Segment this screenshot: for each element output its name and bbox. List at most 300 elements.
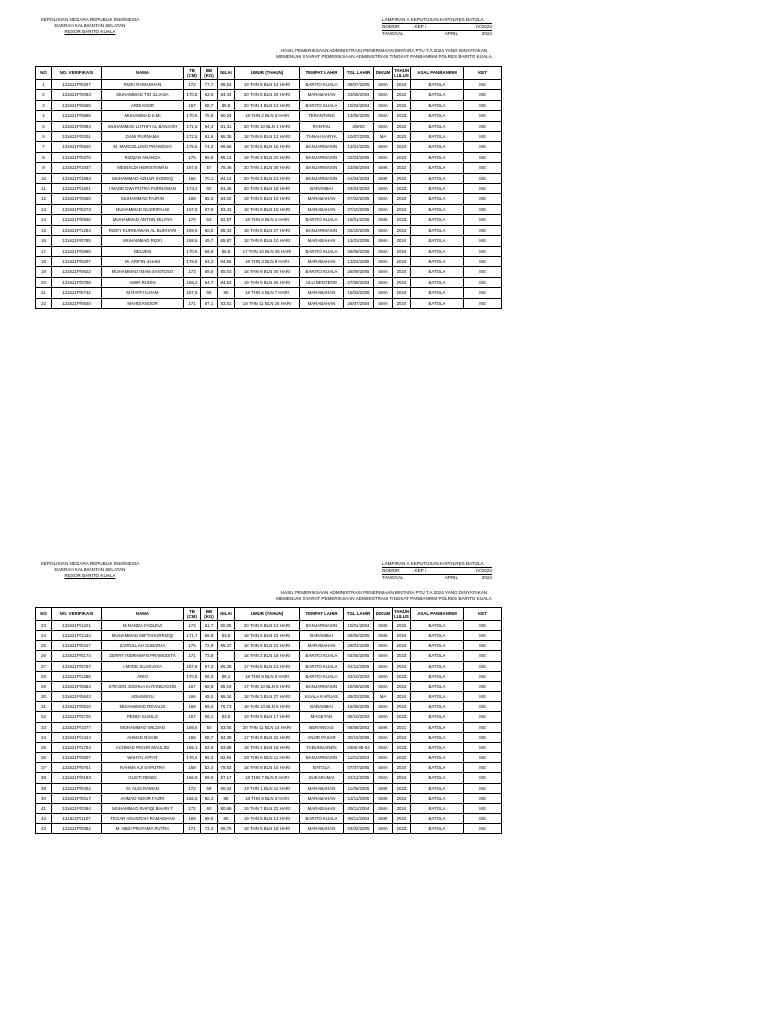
cell-nama: MUHAMMAD MIFTAHURRIZQI — [102, 631, 184, 641]
cell-nilai: 85,87 — [218, 236, 235, 246]
title-line-1: HASIL PEMERIKSAAN ADMINISTRASI PENERIMAAN BINTARA PTU T.A 2024 YANG DINYATAKAN — [280, 48, 488, 53]
cell-dikum: SMK — [374, 783, 393, 793]
table-row — [36, 641, 502, 651]
cell-tgl-lahir: 07/02/2005 — [344, 194, 374, 204]
cell-tahun-lulus: 2024 — [393, 692, 411, 702]
cell-nilai: 85,75 — [218, 824, 235, 834]
cell-asal-panbanrim: BATOLA — [411, 763, 464, 773]
lampiran-header-2 — [382, 561, 492, 582]
cell-tahun-lulus: 2023 — [393, 702, 411, 712]
cell-tahun-lulus: 2024 — [393, 763, 411, 773]
cell-dikum: SMA — [374, 661, 393, 671]
cell-nilai: 86,43 — [218, 225, 235, 235]
org-line-2: DAERAH KALIMANTAN SELATAN — [54, 23, 126, 29]
cell-no: 13 — [36, 204, 52, 214]
cell-bb: 69,8 — [201, 813, 218, 823]
cell-umur: 19 THN 7 BLN 23 HARI — [235, 803, 300, 813]
cell-ket: MS — [464, 111, 502, 121]
cell-dikum: SMA — [374, 298, 393, 308]
cell-bb: 52,9 — [201, 742, 218, 752]
cell-dikum: SMA — [374, 824, 393, 834]
cell-nama: ACHMAD RIDHO MAULIDI — [102, 742, 184, 752]
cell-no: 11 — [36, 184, 52, 194]
cell-verifikasi: 131621P/0910 — [52, 702, 102, 712]
cell-tgl-lahir: 26/07/2004 — [344, 298, 374, 308]
col-asal-panbanrim: ASAL PANBANRIM — [411, 67, 464, 80]
cell-tb: 166 — [184, 173, 201, 183]
cell-ket: MS — [464, 236, 502, 246]
org-header — [37, 17, 143, 36]
cell-ket: MS — [464, 100, 502, 110]
cell-tb: 173 — [184, 621, 201, 631]
table-row — [36, 702, 502, 712]
cell-asal-panbanrim: BATOLA — [411, 100, 464, 110]
cell-tempat-lahir: BANJARMASIN — [300, 753, 344, 763]
cell-ket: MS — [464, 298, 502, 308]
table-row — [36, 692, 502, 702]
cell-asal-panbanrim: BATOLA — [411, 246, 464, 256]
cell-ket: MS — [464, 267, 502, 277]
cell-asal-panbanrim: BATOLA — [411, 712, 464, 722]
cell-tahun-lulus: 2023 — [393, 111, 411, 121]
cell-nilai: 85 — [218, 793, 235, 803]
title-line-1: HASIL PEMERIKSAAN ADMINISTRASI PENERIMAAN BINTARA PTU T.A 2024 YANG DINYATAKAN — [280, 590, 488, 595]
cell-bb: 69,3 — [201, 671, 218, 681]
cell-tempat-lahir: BARITO KUALA — [300, 100, 344, 110]
cell-umur: 18 THN 3 BLN 9 HARI — [235, 256, 300, 266]
cell-no: 17 — [36, 246, 52, 256]
cell-tb: 167,5 — [184, 288, 201, 298]
cell-tgl-lahir: 23/05/2004 — [344, 163, 374, 173]
cell-dikum: SMA — [374, 641, 393, 651]
cell-tempat-lahir: MARABAHAN — [300, 824, 344, 834]
cell-tahun-lulus: 2023 — [393, 152, 411, 162]
cell-verifikasi: 131621P/0384 — [52, 803, 102, 813]
table-row — [36, 763, 502, 773]
nomor-row — [382, 568, 492, 575]
document-title-2 — [0, 590, 768, 602]
cell-nilai: 80,05 — [218, 621, 235, 631]
cell-tahun-lulus: 2024 — [393, 773, 411, 783]
cell-tempat-lahir: BARITO KUALA — [300, 813, 344, 823]
cell-verifikasi: 131621P/0201 — [52, 132, 102, 142]
table-row — [36, 783, 502, 793]
cell-bb: 64,7 — [201, 277, 218, 287]
cell-dikum: SMA — [374, 111, 393, 121]
cell-no: 38 — [36, 773, 52, 783]
cell-tgl-lahir: 07/10/2005 — [344, 204, 374, 214]
cell-asal-panbanrim: BATOLA — [411, 722, 464, 732]
cell-tb: 175,5 — [184, 142, 201, 152]
cell-tb: 166,5 — [184, 773, 201, 783]
cell-tb: 171,7 — [184, 631, 201, 641]
cell-no: 4 — [36, 111, 52, 121]
cell-no: 15 — [36, 225, 52, 235]
cell-ket: MS — [464, 722, 502, 732]
cell-tempat-lahir: BARITO KUALA — [300, 651, 344, 661]
cell-nilai: 84,02 — [218, 194, 235, 204]
cell-asal-panbanrim: BATOLA — [411, 215, 464, 225]
cell-nama: STEVEN JOSHUA KATANDAGHO — [102, 681, 184, 691]
cell-nama: M. ABDI PRATAMA PUTRA — [102, 824, 184, 834]
cell-nilai: 78,46 — [218, 163, 235, 173]
cell-umur: 18 THN 6 BLN 4 HARI — [235, 215, 300, 225]
cell-tempat-lahir: MARABAHAN — [300, 793, 344, 803]
cell-dikum: SMA — [374, 152, 393, 162]
cell-tahun-lulus: 2022 — [393, 621, 411, 631]
cell-ket: MS — [464, 132, 502, 142]
cell-asal-panbanrim: BATOLA — [411, 152, 464, 162]
cell-umur: 19 THN 1 BLN 11 HARI — [235, 783, 300, 793]
cell-dikum: SMA — [374, 267, 393, 277]
cell-tgl-lahir: 16/09/2005 — [344, 702, 374, 712]
cell-nama: WAHYU AFFAT — [102, 753, 184, 763]
cell-nama: MUHAMMAD ANTON MUJIYA — [102, 215, 184, 225]
cell-dikum: SMA — [374, 194, 393, 204]
cell-umur: 18 THN 5 BLN 23 HARI — [235, 631, 300, 641]
cell-tahun-lulus: 2022 — [393, 100, 411, 110]
cell-tb: 171,5 — [184, 121, 201, 131]
cell-nilai: 82,94 — [218, 753, 235, 763]
cell-no: 23 — [36, 621, 52, 631]
cell-umur: 18 THN 6 BLN 10 HARI — [235, 236, 300, 246]
col-asal-panbanrim: ASAL PANBANRIM — [411, 608, 464, 621]
nomor-year: IV/2024 — [476, 24, 492, 30]
table-row — [36, 204, 502, 214]
cell-tahun-lulus: 2024 — [393, 267, 411, 277]
nomor-value: : KEP / — [412, 568, 427, 574]
cell-umur: 19 THN 9 BLN 0 HARI — [235, 671, 300, 681]
cell-dikum: SMA — [374, 256, 393, 266]
cell-nilai: 84,39 — [218, 732, 235, 742]
cell-tb: 167 — [184, 681, 201, 691]
cell-tgl-lahir: 13/05/2005 — [344, 111, 374, 121]
cell-umur: 20 THN 4 BLN 12 HARI — [235, 100, 300, 110]
cell-tempat-lahir: MARABAHAN — [300, 90, 344, 100]
cell-nama: MUHAMMAD RIZKI — [102, 236, 184, 246]
tanggal-value: APRIL — [444, 575, 458, 581]
cell-bb: 70,1 — [201, 173, 218, 183]
cell-tempat-lahir: BANJARMASIN — [300, 681, 344, 691]
cell-nilai: 84,56 — [218, 256, 235, 266]
cell-no: 18 — [36, 256, 52, 266]
cell-nama: MUHAMMAD ILMI — [102, 111, 184, 121]
cell-nama: MUHAMMAD TIO ILLIASA — [102, 90, 184, 100]
cell-tb: 172 — [184, 783, 201, 793]
table-row — [36, 621, 502, 631]
cell-tb: 167 — [184, 712, 201, 722]
table-row — [36, 246, 502, 256]
cell-bb: 65,1 — [201, 712, 218, 722]
cell-tgl-lahir: 22/10/2004 — [344, 671, 374, 681]
table-row — [36, 163, 502, 173]
cell-no: 35 — [36, 742, 52, 752]
cell-verifikasi: 131621P/1254 — [52, 225, 102, 235]
cell-no: 1 — [36, 80, 52, 90]
cell-nama: AHMAD NOOR FAZRI — [102, 793, 184, 803]
cell-tahun-lulus: 2023 — [393, 184, 411, 194]
cell-dikum: SMA — [374, 184, 393, 194]
cell-dikum: SMK — [374, 215, 393, 225]
cell-asal-panbanrim: BATOLA — [411, 194, 464, 204]
cell-no: 28 — [36, 671, 52, 681]
table-row — [36, 681, 502, 691]
cell-tempat-lahir: BANJARMASIN — [300, 152, 344, 162]
cell-umur: 19 THN 2 BLN 3 HARI — [235, 111, 300, 121]
cell-bb: 61,6 — [201, 132, 218, 142]
cell-tgl-lahir: 11/06/2005 — [344, 783, 374, 793]
cell-tgl-lahir: 25/10/2005 — [344, 225, 374, 235]
cell-umur: 17 THN 10 BLN 26 HARI — [235, 246, 300, 256]
cell-tgl-lahir: 11/01/2004 — [344, 753, 374, 763]
cell-tb: 170,5 — [184, 90, 201, 100]
cell-nama: MUHAMMAD NUSRIPALNI — [102, 204, 184, 214]
nomor-year: IV/2024 — [476, 568, 492, 574]
cell-nama: M. ARIFIN ILHAM — [102, 256, 184, 266]
cell-dikum: MA — [374, 132, 393, 142]
cell-dikum: SMA — [374, 732, 393, 742]
cell-no: 27 — [36, 661, 52, 671]
cell-verifikasi: 131621P/0370 — [52, 152, 102, 162]
cell-verifikasi: 131621P/1037 — [52, 163, 102, 173]
cell-umur: 20 THN 10 BLN 1 HARI — [235, 121, 300, 131]
cell-no: 19 — [36, 267, 52, 277]
cell-umur: 20 THN 1 BLN 29 HARI — [235, 163, 300, 173]
cell-tgl-lahir: 26/08/2006 — [344, 246, 374, 256]
cell-ket: MS — [464, 152, 502, 162]
org-header-2 — [37, 561, 143, 580]
cell-nilai: 80,69 — [218, 803, 235, 813]
cell-tempat-lahir: BARITO KUALA — [300, 80, 344, 90]
cell-tempat-lahir: MARABAHAN — [300, 256, 344, 266]
cell-tahun-lulus: 2024 — [393, 793, 411, 803]
tanggal-year: 2024 — [481, 575, 492, 581]
cell-nama: ARDIANOR — [102, 100, 184, 110]
cell-umur: 20 THN 3 BLN 21 HARI — [235, 173, 300, 183]
cell-bb: 50 — [201, 722, 218, 732]
cell-no: 34 — [36, 732, 52, 742]
cell-tb: 170,5 — [184, 111, 201, 121]
cell-ket: MS — [464, 641, 502, 651]
cell-verifikasi: 131621P/0751 — [52, 763, 102, 773]
cell-umur: 19 THN 8 BLN 14 HARI — [235, 80, 300, 90]
cell-tempat-lahir: BANJARMASIN — [300, 142, 344, 152]
cell-asal-panbanrim: BATOLA — [411, 111, 464, 121]
cell-tb: 170,4 — [184, 753, 201, 763]
tanggal-value: APRIL — [444, 31, 458, 37]
cell-tempat-lahir: BANJARMASIN — [300, 225, 344, 235]
cell-bb: 57 — [201, 163, 218, 173]
cell-verifikasi: 131621P/1286 — [52, 671, 102, 681]
cell-umur: 19 THN 3 BLN 20 HARI — [235, 152, 300, 162]
cell-no: 42 — [36, 813, 52, 823]
cell-tahun-lulus: 2024 — [393, 277, 411, 287]
table-row — [36, 121, 502, 131]
cell-tgl-lahir: 10/07/2005 — [344, 132, 374, 142]
table-row — [36, 712, 502, 722]
cell-nama: TEGAR ANUGRAH RAMADHAN — [102, 813, 184, 823]
cell-tempat-lahir: BANJARMASIN — [300, 163, 344, 173]
cell-tahun-lulus: 2024 — [393, 225, 411, 235]
cell-dikum: SMA — [374, 681, 393, 691]
cell-tb: 171 — [184, 651, 201, 661]
table-body-2 — [36, 621, 502, 834]
cell-tempat-lahir: BARAMBAI — [300, 702, 344, 712]
cell-no: 32 — [36, 712, 52, 722]
table-row — [36, 732, 502, 742]
cell-dikum: SMA — [374, 773, 393, 783]
cell-tgl-lahir: 12/01/2006 — [344, 236, 374, 246]
cell-bb: 51,7 — [201, 621, 218, 631]
cell-tgl-lahir: 01/11/2006 — [344, 661, 374, 671]
cell-nama: MUHAMMAD REVALDI — [102, 702, 184, 712]
cell-no: 37 — [36, 763, 52, 773]
cell-tb: 167,5 — [184, 204, 201, 214]
cell-tahun-lulus: 2024 — [393, 681, 411, 691]
cell-nama: M. MARCELLINO PRAMOSO — [102, 142, 184, 152]
cell-umur: 18 THN 9 BLN 15 HARI — [235, 204, 300, 214]
cell-tempat-lahir: TANAH KARYA — [300, 132, 344, 142]
cell-asal-panbanrim: BATOLA — [411, 793, 464, 803]
cell-tahun-lulus: 2023 — [393, 824, 411, 834]
cell-umur: 19 THN 2 BLN 18 HARI — [235, 742, 300, 752]
cell-bb: 73,4 — [201, 824, 218, 834]
cell-umur: 20 THN 6 BLN 12 HARI — [235, 621, 300, 631]
cell-tahun-lulus: 2022 — [393, 121, 411, 131]
cell-no: 12 — [36, 194, 52, 204]
cell-dikum: SMA — [374, 702, 393, 712]
cell-nama: MUHAMMAD RAFIQI BAHRI T — [102, 803, 184, 813]
lampiran-line: LAMPIRAN A KEPUTUSAN KAPOLRES BATOLA — [382, 561, 492, 568]
cell-no: 41 — [36, 803, 52, 813]
cell-ket: MS — [464, 732, 502, 742]
cell-bb: 74,2 — [201, 142, 218, 152]
cell-tgl-lahir: 30/10/2006 — [344, 732, 374, 742]
cell-umur: 19 THN 5 BLN 13 HARI — [235, 813, 300, 823]
org-line-1: KEPOLISIAN NEGARA REPUBLIK INDONESIA — [40, 17, 140, 22]
lampiran-line: LAMPIRAN A KEPUTUSAN KAPOLRES BATOLA — [382, 17, 492, 24]
cell-tb: 175 — [184, 152, 201, 162]
cell-nilai: 83,43 — [218, 204, 235, 214]
cell-verifikasi: 131621P/0640 — [52, 298, 102, 308]
cell-tahun-lulus: 2022 — [393, 163, 411, 173]
cell-tb: 172 — [184, 80, 201, 90]
col-nama: NAMA — [102, 67, 184, 80]
cell-tb: 171 — [184, 298, 201, 308]
cell-asal-panbanrim: BATOLA — [411, 641, 464, 651]
cell-dikum: SMA — [374, 142, 393, 152]
cell-nilai: 85,1 — [218, 671, 235, 681]
cell-umur: 20 THN 8 BLN 29 HARI — [235, 90, 300, 100]
cell-dikum: SMA — [374, 246, 393, 256]
cell-dikum: SMA — [374, 225, 393, 235]
table-row — [36, 671, 502, 681]
cell-bb: 52,4 — [201, 763, 218, 773]
cell-tempat-lahir: BARAMBAI — [300, 631, 344, 641]
cell-tgl-lahir: 12/01/2005 — [344, 142, 374, 152]
cell-no: 25 — [36, 641, 52, 651]
table-row — [36, 111, 502, 121]
table-body-1 — [36, 80, 502, 309]
cell-nilai: 85,13 — [218, 152, 235, 162]
cell-tahun-lulus: 2023 — [393, 671, 411, 681]
cell-no: 40 — [36, 793, 52, 803]
cell-tgl-lahir: 09/11/2004 — [344, 813, 374, 823]
col-bb: BB (KG) — [201, 67, 218, 80]
cell-asal-panbanrim: BATOLA — [411, 671, 464, 681]
cell-tgl-lahir: 02/04/2005 — [344, 152, 374, 162]
cell-asal-panbanrim: BATOLA — [411, 773, 464, 783]
cell-no: 36 — [36, 753, 52, 763]
cell-tahun-lulus: 2024 — [393, 641, 411, 651]
cell-dikum: MA — [374, 692, 393, 702]
cell-nilai: 86,19 — [218, 681, 235, 691]
cell-tempat-lahir: BANJARMASIN — [300, 173, 344, 183]
cell-tempat-lahir: RANTAU — [300, 121, 344, 131]
col-nilai: NILAI — [218, 608, 235, 621]
cell-tempat-lahir: BARITO KUALA — [300, 215, 344, 225]
cell-asal-panbanrim: BATOLA — [411, 204, 464, 214]
cell-no: 24 — [36, 631, 52, 641]
table-row — [36, 184, 502, 194]
cell-tgl-lahir: 08/08/2003 — [344, 722, 374, 732]
title-line-2: MEMENUHI SYARAT PEMERIKSAAN ADMINISTRASI TINGKAT PANBANRIM POLRES BARITO KUALA — [276, 54, 492, 60]
cell-nilai: 90,34 — [218, 111, 235, 121]
col-umur: UMUR (TAHUN) — [235, 608, 300, 621]
col-tgl-lahir: TGL LAHIR — [344, 67, 374, 80]
cell-tb: 169 — [184, 813, 201, 823]
cell-tgl-lahir: 29/11/2004 — [344, 803, 374, 813]
cell-no: 8 — [36, 152, 52, 162]
cell-ket: MS — [464, 256, 502, 266]
cell-umur: 19 THN 9 BLN 25 HARI — [235, 277, 300, 287]
cell-asal-panbanrim: BATOLA — [411, 783, 464, 793]
cell-ket: MS — [464, 824, 502, 834]
cell-umur: 18 THN 6 BLN 16 HARI — [235, 142, 300, 152]
cell-bb: 58,9 — [201, 246, 218, 256]
table-row — [36, 100, 502, 110]
tanggal-row — [382, 31, 492, 37]
cell-umur: 18 THN 8 BLN 15 HARI — [235, 763, 300, 773]
cell-asal-panbanrim: BATOLA — [411, 651, 464, 661]
cell-no: 14 — [36, 215, 52, 225]
cell-nama: MUHAMMAD LUTHFI AL BANJARI — [102, 121, 184, 131]
cell-nama: ADIANNYU — [102, 692, 184, 702]
cell-tgl-lahir: 05/10/2004 — [344, 712, 374, 722]
cell-umur: 18 THN 7 BLN 0 HARI — [235, 773, 300, 783]
cell-nilai: 87,17 — [218, 773, 235, 783]
cell-ket: MS — [464, 702, 502, 712]
cell-nama: I MADE SUARJAYA — [102, 661, 184, 671]
cell-ket: MS — [464, 184, 502, 194]
cell-dikum: SMA — [374, 712, 393, 722]
col-tgl-lahir: TGL LAHIR — [344, 608, 374, 621]
cell-nama: I MADE DWI PUTRA PURNAMAN — [102, 184, 184, 194]
cell-tb: 168,2 — [184, 277, 201, 287]
cell-asal-panbanrim: BATOLA — [411, 742, 464, 752]
tanggal-label: TANGGAL — [382, 31, 404, 37]
cell-no: 7 — [36, 142, 52, 152]
cell-verifikasi: 131621P/0207 — [52, 256, 102, 266]
cell-asal-panbanrim: BATOLA — [411, 813, 464, 823]
cell-no: 6 — [36, 132, 52, 142]
cell-no: 20 — [36, 277, 52, 287]
table-row — [36, 298, 502, 308]
cell-tgl-lahir: 13/11/2005 — [344, 793, 374, 803]
document-title — [0, 48, 768, 60]
col-tahun-lulus: TAHUN LULUS — [394, 67, 410, 78]
cell-asal-panbanrim: BATOLA — [411, 277, 464, 287]
